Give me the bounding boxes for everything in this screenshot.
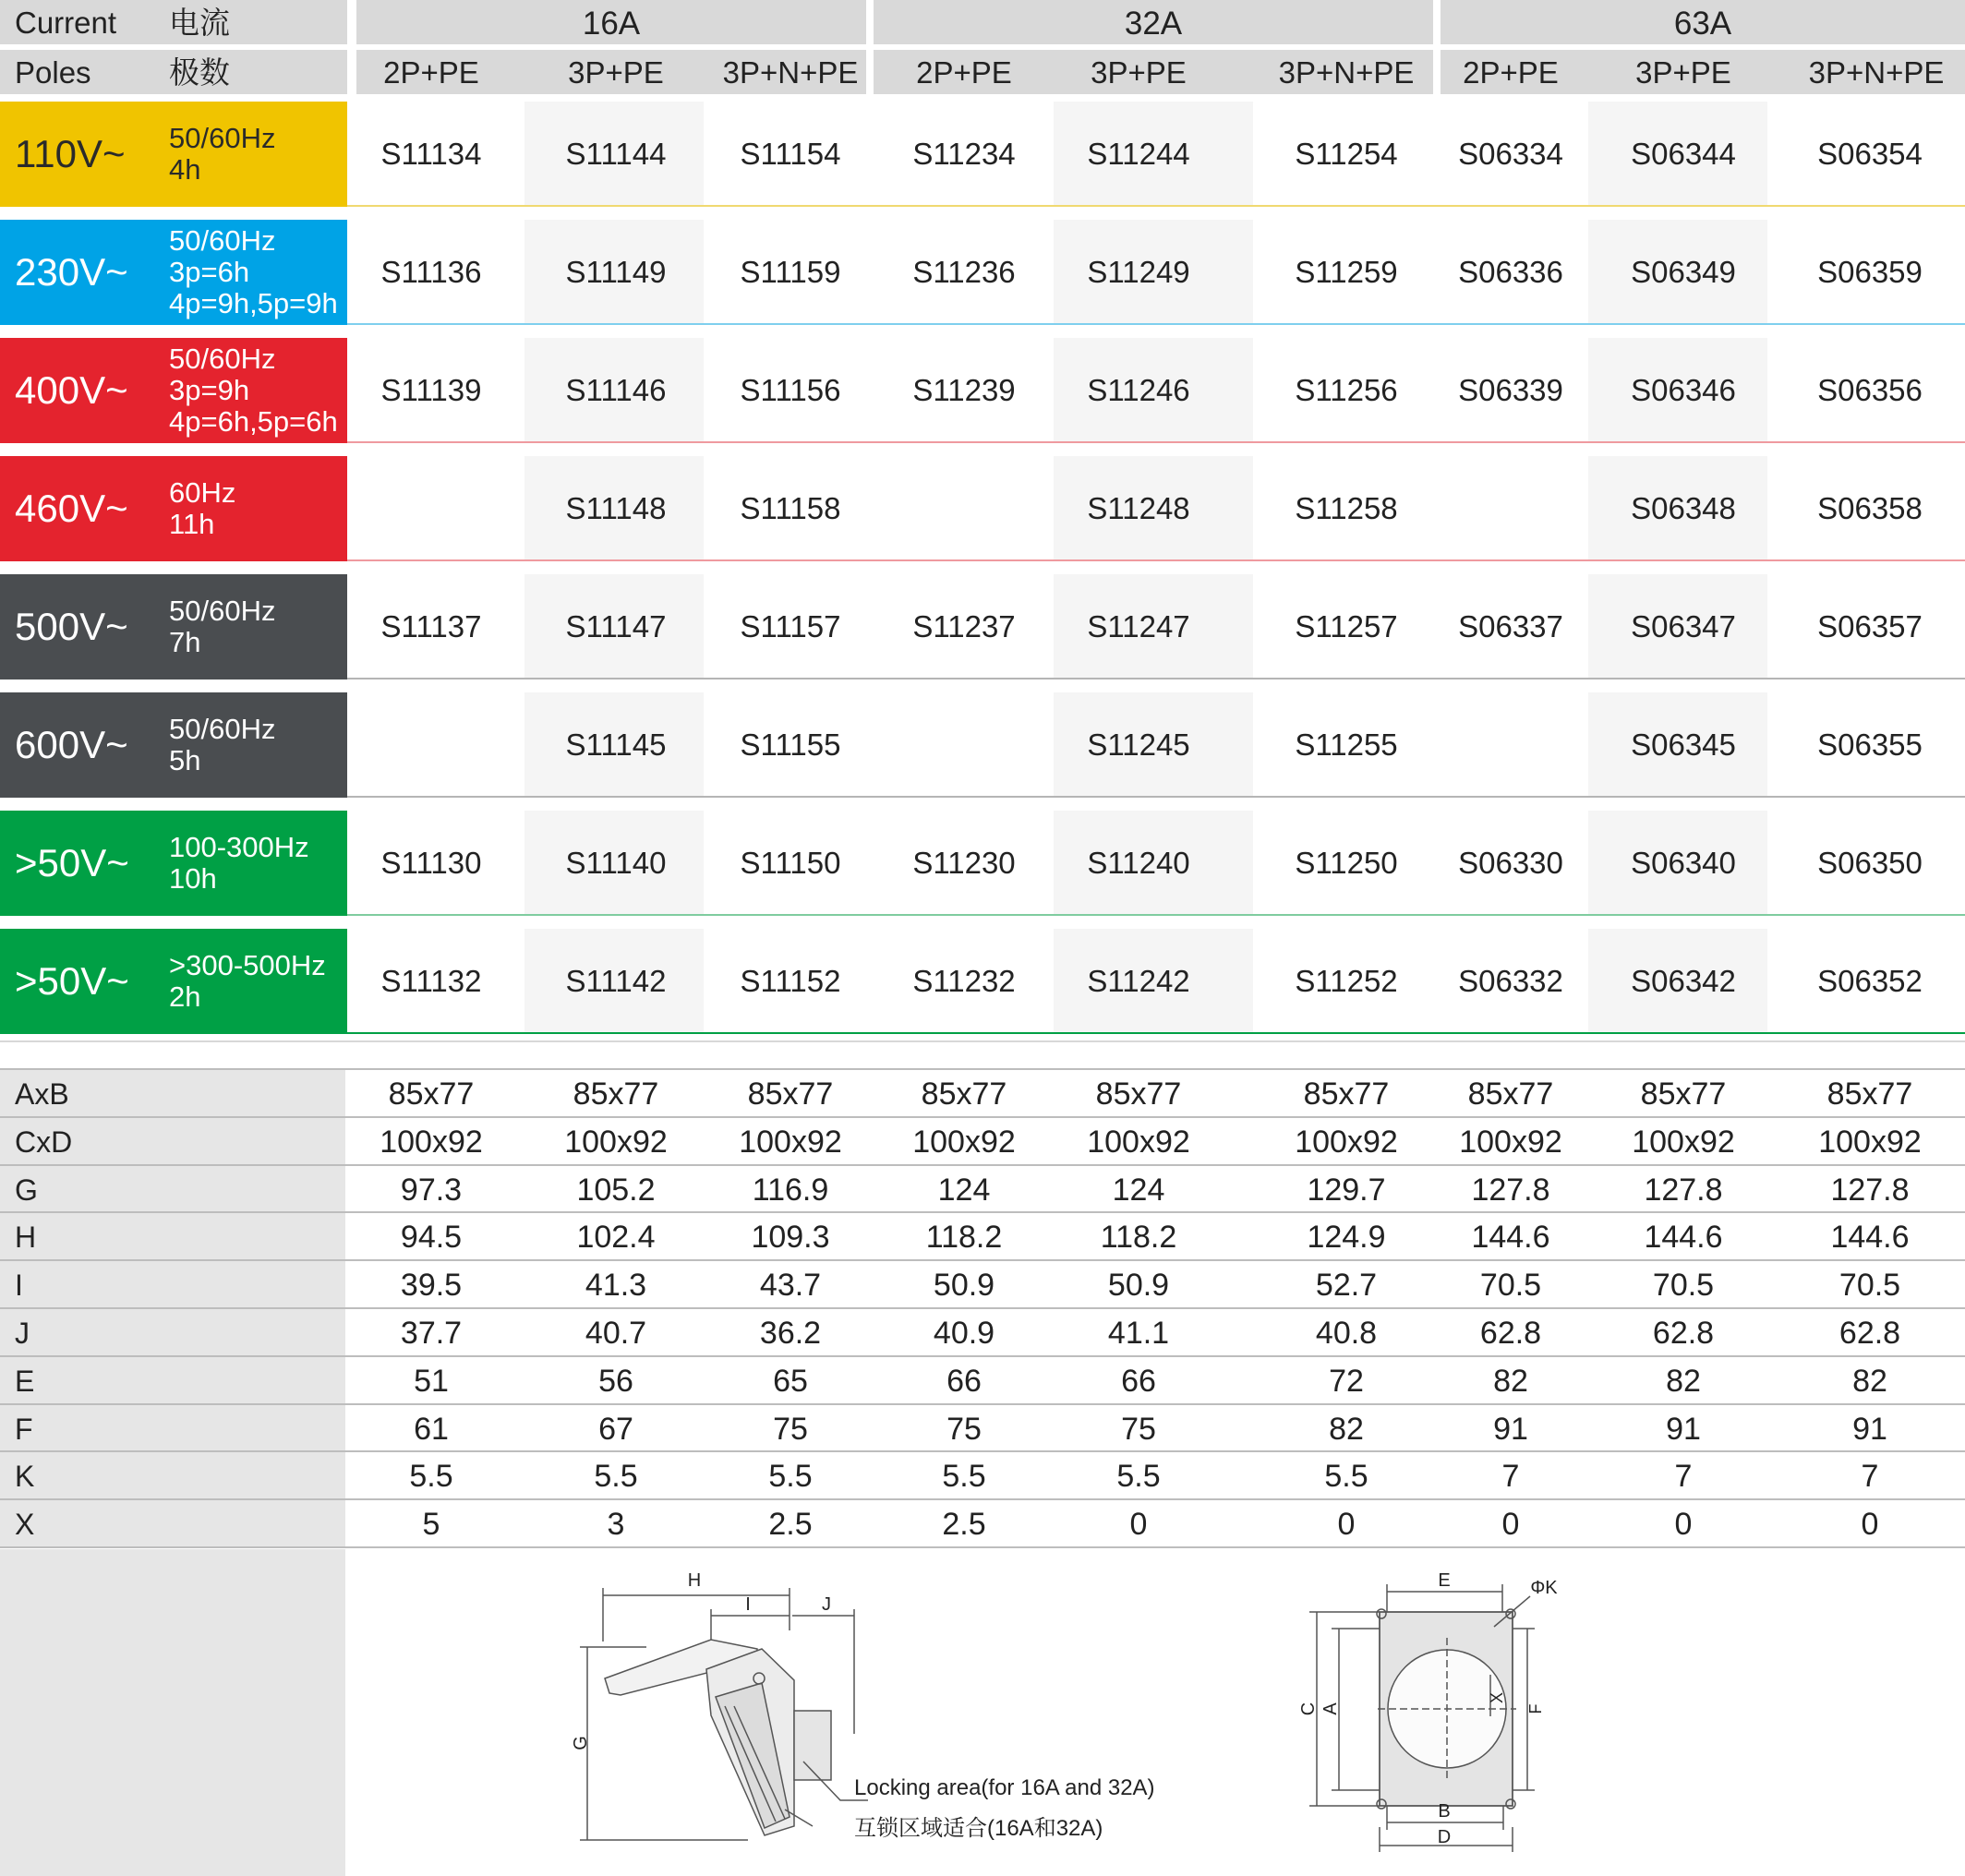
frequency-info: 100-300Hz 10h xyxy=(169,831,309,895)
front-view-diagram xyxy=(1285,1555,1581,1869)
voltage-row xyxy=(0,811,1965,916)
voltage-row xyxy=(0,102,1965,207)
catalog-code: S06342 xyxy=(1631,964,1736,998)
dimension-value: 66 xyxy=(1121,1364,1156,1399)
dimension-label-bg xyxy=(0,1166,345,1213)
voltage-label-cell xyxy=(0,220,347,325)
dimension-value: 0 xyxy=(1337,1507,1356,1542)
dimension-value: 62.8 xyxy=(1652,1316,1715,1351)
catalog-code: S06356 xyxy=(1817,373,1923,407)
dimension-value: 5.5 xyxy=(768,1459,813,1494)
catalog-code: S11237 xyxy=(912,609,1016,643)
voltage-label-cell xyxy=(0,574,347,679)
dimension-value: 51 xyxy=(414,1364,449,1399)
voltage-label-cell xyxy=(0,811,347,916)
dim-label-i: I xyxy=(745,1594,751,1615)
catalog-code: S11130 xyxy=(380,846,482,880)
dimension-value: 0 xyxy=(1129,1507,1148,1542)
dimension-row xyxy=(0,1211,1965,1261)
dimension-value: 91 xyxy=(1852,1411,1887,1447)
dimension-value: 5.5 xyxy=(1324,1459,1368,1494)
group-32a: 32A xyxy=(1124,6,1183,42)
frequency-info: 50/60Hz 5h xyxy=(169,713,276,776)
catalog-code: S06336 xyxy=(1458,255,1563,289)
catalog-code: S11255 xyxy=(1295,728,1398,762)
dimension-value: 0 xyxy=(1501,1507,1520,1542)
dimension-label-bg xyxy=(0,1261,345,1309)
dimension-value: 50.9 xyxy=(933,1268,995,1303)
catalog-code: S11139 xyxy=(380,373,482,407)
dimension-value: 100x92 xyxy=(1295,1124,1398,1160)
catalog-code: S06350 xyxy=(1817,846,1923,880)
dimension-value: 91 xyxy=(1493,1411,1528,1447)
voltage-value: 460V~ xyxy=(15,487,128,530)
catalog-code: S06354 xyxy=(1817,137,1923,171)
dimension-row xyxy=(0,1498,1965,1548)
voltage-row xyxy=(0,220,1965,325)
dimension-label-bg xyxy=(0,1452,345,1500)
pole-label: 3P+N+PE xyxy=(1808,55,1945,90)
catalog-code: S11159 xyxy=(740,255,841,289)
dimension-value: 50.9 xyxy=(1107,1268,1170,1303)
catalog-code: S11246 xyxy=(1087,373,1190,407)
dimension-value: 75 xyxy=(946,1411,982,1447)
frequency-info: 50/60Hz 3p=6h 4p=9h,5p=9h xyxy=(169,224,338,319)
dimension-value: 7 xyxy=(1674,1459,1693,1494)
dimension-value: 85x77 xyxy=(1095,1076,1182,1112)
dimension-value: 39.5 xyxy=(400,1268,463,1303)
frequency-info: 50/60Hz 3p=9h 4p=6h,5p=6h xyxy=(169,343,338,438)
dimension-value: 36.2 xyxy=(759,1316,822,1351)
dimension-value: 56 xyxy=(598,1364,633,1399)
catalog-code: S11157 xyxy=(740,609,841,643)
dimension-value: 40.9 xyxy=(933,1316,995,1351)
catalog-code: S11257 xyxy=(1295,609,1398,643)
diagram-label-bg xyxy=(0,1549,345,1876)
catalog-code: S11149 xyxy=(565,255,667,289)
dimension-value: 5.5 xyxy=(594,1459,638,1494)
catalog-code: S06358 xyxy=(1817,491,1923,525)
dimension-value: 127.8 xyxy=(1471,1172,1550,1208)
catalog-code: S11140 xyxy=(565,846,667,880)
dimension-value: 109.3 xyxy=(751,1220,830,1255)
row-underline xyxy=(347,323,1965,325)
catalog-code: S06357 xyxy=(1817,609,1923,643)
dimension-value: 100x92 xyxy=(380,1124,483,1160)
dimension-label: G xyxy=(15,1172,38,1207)
dim-label-c: C xyxy=(1298,1702,1319,1716)
catalog-code: S11234 xyxy=(912,137,1016,171)
dimension-value: 124.9 xyxy=(1307,1220,1386,1255)
catalog-code: S11155 xyxy=(740,728,841,762)
poles-label-en: Poles xyxy=(15,55,91,90)
catalog-code: S06345 xyxy=(1631,728,1736,762)
catalog-code: S06347 xyxy=(1631,609,1736,643)
voltage-row xyxy=(0,574,1965,679)
dimension-table-bottom-border xyxy=(0,1546,1965,1548)
row-underline xyxy=(347,914,1965,916)
dimension-value: 0 xyxy=(1861,1507,1879,1542)
catalog-code: S06344 xyxy=(1631,137,1736,171)
dimension-label-bg xyxy=(0,1405,345,1452)
dimension-value: 85x77 xyxy=(1640,1076,1727,1112)
catalog-code: S11136 xyxy=(380,255,482,289)
current-label-cn: 电流 xyxy=(169,6,230,40)
dimension-label-bg xyxy=(0,1309,345,1357)
catalog-code: S11154 xyxy=(740,137,841,171)
catalog-code: S06359 xyxy=(1817,255,1923,289)
dimension-value: 40.7 xyxy=(585,1316,647,1351)
catalog-code: S06339 xyxy=(1458,373,1563,407)
dimension-row xyxy=(0,1450,1965,1500)
catalog-code: S11252 xyxy=(1295,964,1398,998)
dimension-row xyxy=(0,1307,1965,1357)
pole-label: 3P+N+PE xyxy=(1278,55,1415,90)
catalog-code: S11156 xyxy=(740,373,841,407)
dim-label-k: ΦK xyxy=(1530,1578,1558,1598)
catalog-code: S06330 xyxy=(1458,846,1563,880)
dim-label-x: X xyxy=(1488,1691,1506,1704)
dim-label-e: E xyxy=(1438,1570,1451,1591)
dimension-value: 100x92 xyxy=(1632,1124,1735,1160)
dimension-label-bg xyxy=(0,1500,345,1548)
dim-label-b: B xyxy=(1438,1801,1451,1822)
catalog-code: S11254 xyxy=(1295,137,1398,171)
row-underline xyxy=(347,1032,1965,1034)
pole-label: 2P+PE xyxy=(916,55,1012,90)
catalog-code: S11236 xyxy=(912,255,1016,289)
dim-label-a: A xyxy=(1320,1702,1341,1715)
frequency-info: 50/60Hz 4h xyxy=(169,122,276,186)
dimension-row xyxy=(0,1164,1965,1213)
group-16a: 16A xyxy=(582,6,641,42)
dimension-value: 144.6 xyxy=(1830,1220,1910,1255)
dimension-value: 2.5 xyxy=(942,1507,986,1542)
catalog-code: S11152 xyxy=(740,964,841,998)
dimension-value: 100x92 xyxy=(912,1124,1016,1160)
dimension-value: 100x92 xyxy=(1818,1124,1922,1160)
dimension-label: CxD xyxy=(15,1125,73,1159)
dimension-value: 41.3 xyxy=(585,1268,647,1303)
catalog-code: S11148 xyxy=(565,491,667,525)
catalog-code: S06340 xyxy=(1631,846,1736,880)
dimension-value: 124 xyxy=(937,1172,991,1208)
dimension-value: 100x92 xyxy=(739,1124,842,1160)
voltage-value: 110V~ xyxy=(15,132,126,175)
diagram-area xyxy=(0,1549,1965,1876)
catalog-code: S06334 xyxy=(1458,137,1563,171)
catalog-code: S11256 xyxy=(1295,373,1398,407)
voltage-row xyxy=(0,456,1965,561)
dimension-value: 85x77 xyxy=(388,1076,475,1112)
dimension-value: 41.1 xyxy=(1107,1316,1170,1351)
dimension-label: X xyxy=(15,1508,35,1541)
dimension-value: 75 xyxy=(1121,1411,1156,1447)
pole-label: 3P+PE xyxy=(1091,55,1187,90)
dimension-value: 97.3 xyxy=(400,1172,463,1208)
pole-label: 3P+PE xyxy=(568,55,664,90)
section-divider xyxy=(0,1040,1965,1042)
dimension-value: 127.8 xyxy=(1830,1172,1910,1208)
dimension-value: 52.7 xyxy=(1315,1268,1378,1303)
catalog-code: S06349 xyxy=(1631,255,1736,289)
catalog-code: S11250 xyxy=(1295,846,1398,880)
dimension-value: 82 xyxy=(1852,1364,1887,1399)
dimension-value: 5.5 xyxy=(1116,1459,1161,1494)
dimension-value: 85x77 xyxy=(1467,1076,1554,1112)
voltage-value: >50V~ xyxy=(15,841,129,884)
dimension-value: 5.5 xyxy=(942,1459,986,1494)
voltage-value: 600V~ xyxy=(15,723,128,766)
voltage-label-cell xyxy=(0,929,347,1034)
catalog-code: S06332 xyxy=(1458,964,1563,998)
dimension-value: 5.5 xyxy=(409,1459,453,1494)
dimension-label: J xyxy=(15,1317,30,1350)
dimension-value: 2.5 xyxy=(768,1507,813,1542)
dimension-value: 7 xyxy=(1861,1459,1879,1494)
dimension-label: E xyxy=(15,1365,35,1398)
dimension-value: 3 xyxy=(607,1507,625,1542)
dimension-value: 144.6 xyxy=(1471,1220,1550,1255)
dimension-value: 85x77 xyxy=(747,1076,834,1112)
row-underline xyxy=(347,678,1965,679)
dimension-value: 85x77 xyxy=(573,1076,659,1112)
dimension-value: 82 xyxy=(1666,1364,1701,1399)
dimension-value: 37.7 xyxy=(400,1316,463,1351)
catalog-code: S11244 xyxy=(1087,137,1190,171)
catalog-code: S11158 xyxy=(740,491,841,525)
catalog-code: S11242 xyxy=(1087,964,1190,998)
dimension-value: 100x92 xyxy=(1459,1124,1562,1160)
dimension-value: 85x77 xyxy=(1826,1076,1913,1112)
catalog-code: S11258 xyxy=(1295,491,1398,525)
dimension-label: H xyxy=(15,1221,37,1254)
dimension-value: 7 xyxy=(1501,1459,1520,1494)
row-underline xyxy=(347,559,1965,561)
voltage-value: 400V~ xyxy=(15,368,128,412)
catalog-code: S06348 xyxy=(1631,491,1736,525)
dim-label-f: F xyxy=(1526,1703,1545,1714)
catalog-code: S06355 xyxy=(1817,728,1923,762)
dimension-label: F xyxy=(15,1412,33,1446)
voltage-value: >50V~ xyxy=(15,959,129,1003)
dimension-row xyxy=(0,1116,1965,1166)
dimension-row xyxy=(0,1259,1965,1309)
voltage-label-cell xyxy=(0,102,347,207)
dimension-value: 144.6 xyxy=(1644,1220,1723,1255)
dimension-row xyxy=(0,1403,1965,1452)
voltage-row xyxy=(0,692,1965,798)
dimension-label-bg xyxy=(0,1213,345,1261)
dimension-value: 70.5 xyxy=(1652,1268,1715,1303)
dimension-value: 70.5 xyxy=(1479,1268,1542,1303)
voltage-value: 230V~ xyxy=(15,250,128,294)
voltage-value: 500V~ xyxy=(15,605,128,648)
dimension-value: 72 xyxy=(1329,1364,1364,1399)
catalog-code: S11145 xyxy=(565,728,667,762)
voltage-row xyxy=(0,929,1965,1034)
catalog-code: S11230 xyxy=(912,846,1016,880)
dimension-value: 82 xyxy=(1329,1411,1364,1447)
dimension-value: 116.9 xyxy=(752,1172,829,1208)
group-63a: 63A xyxy=(1673,6,1732,42)
catalog-code: S11245 xyxy=(1087,728,1190,762)
dimension-value: 62.8 xyxy=(1838,1316,1901,1351)
dimension-label: K xyxy=(15,1460,35,1493)
dimension-value: 82 xyxy=(1493,1364,1528,1399)
dimension-value: 5 xyxy=(422,1507,440,1542)
catalog-code: S11248 xyxy=(1087,491,1190,525)
dimension-value: 102.4 xyxy=(576,1220,656,1255)
pole-label: 3P+PE xyxy=(1635,55,1731,90)
frequency-info: 50/60Hz 7h xyxy=(169,595,276,658)
row-underline xyxy=(347,796,1965,798)
catalog-code: S06346 xyxy=(1631,373,1736,407)
catalog-code: S11134 xyxy=(380,137,482,171)
poles-label-cn: 极数 xyxy=(169,55,230,90)
row-underline xyxy=(347,441,1965,443)
dimension-value: 118.2 xyxy=(1100,1220,1177,1255)
dimension-value: 100x92 xyxy=(564,1124,668,1160)
dimension-value: 66 xyxy=(946,1364,982,1399)
dimension-value: 43.7 xyxy=(759,1268,822,1303)
voltage-label-cell xyxy=(0,338,347,443)
catalog-code: S11142 xyxy=(565,964,667,998)
dimension-label-bg xyxy=(0,1357,345,1405)
catalog-code: S06337 xyxy=(1458,609,1563,643)
dimension-value: 94.5 xyxy=(400,1220,463,1255)
catalog-code: S11247 xyxy=(1087,609,1190,643)
dim-label-j: J xyxy=(822,1594,831,1615)
voltage-label-cell xyxy=(0,692,347,798)
dim-label-g: G xyxy=(571,1736,591,1750)
dim-label-h: H xyxy=(687,1570,702,1591)
catalog-code: S11137 xyxy=(380,609,482,643)
pole-label: 3P+N+PE xyxy=(722,55,859,90)
catalog-code: S11132 xyxy=(380,964,482,998)
catalog-code: S11146 xyxy=(565,373,667,407)
dimension-row xyxy=(0,1355,1965,1405)
frequency-info: >300-500Hz 2h xyxy=(169,949,326,1013)
dimension-label: I xyxy=(15,1269,23,1302)
catalog-code: S06352 xyxy=(1817,964,1923,998)
row-underline xyxy=(347,205,1965,207)
dimension-value: 129.7 xyxy=(1307,1172,1386,1208)
dimension-value: 0 xyxy=(1674,1507,1693,1542)
dimension-value: 75 xyxy=(773,1411,808,1447)
catalog-code: S11239 xyxy=(912,373,1016,407)
catalog-code: S11249 xyxy=(1087,255,1190,289)
dimension-label: AxB xyxy=(15,1077,69,1111)
locking-note-cn: 互锁区域适合(16A和32A) xyxy=(854,1816,1103,1841)
current-label-en: Current xyxy=(15,6,117,40)
frequency-info: 60Hz 11h xyxy=(169,476,236,540)
dim-label-d: D xyxy=(1437,1827,1452,1847)
dimension-value: 40.8 xyxy=(1315,1316,1378,1351)
dimension-row xyxy=(0,1068,1965,1118)
voltage-label-cell xyxy=(0,456,347,561)
catalog-code: S11259 xyxy=(1295,255,1398,289)
dimension-value: 62.8 xyxy=(1479,1316,1542,1351)
catalog-code: S11150 xyxy=(740,846,841,880)
catalog-code: S11240 xyxy=(1087,846,1190,880)
dimension-value: 67 xyxy=(598,1411,633,1447)
dimension-value: 85x77 xyxy=(921,1076,1007,1112)
catalog-code: S11147 xyxy=(565,609,667,643)
pole-label: 2P+PE xyxy=(383,55,479,90)
dimension-value: 105.2 xyxy=(576,1172,656,1208)
dimension-value: 85x77 xyxy=(1303,1076,1390,1112)
dimension-value: 91 xyxy=(1666,1411,1701,1447)
catalog-code: S11232 xyxy=(912,964,1016,998)
voltage-row xyxy=(0,338,1965,443)
dimension-value: 70.5 xyxy=(1838,1268,1901,1303)
dimension-value: 65 xyxy=(773,1364,808,1399)
dimension-value: 100x92 xyxy=(1087,1124,1190,1160)
dimension-value: 61 xyxy=(414,1411,449,1447)
dimension-value: 127.8 xyxy=(1644,1172,1723,1208)
pole-label: 2P+PE xyxy=(1463,55,1559,90)
dimension-value: 124 xyxy=(1112,1172,1165,1208)
dimension-value: 118.2 xyxy=(925,1220,1003,1255)
locking-note-en: Locking area(for 16A and 32A) xyxy=(854,1775,1155,1800)
catalog-code: S11144 xyxy=(565,137,667,171)
